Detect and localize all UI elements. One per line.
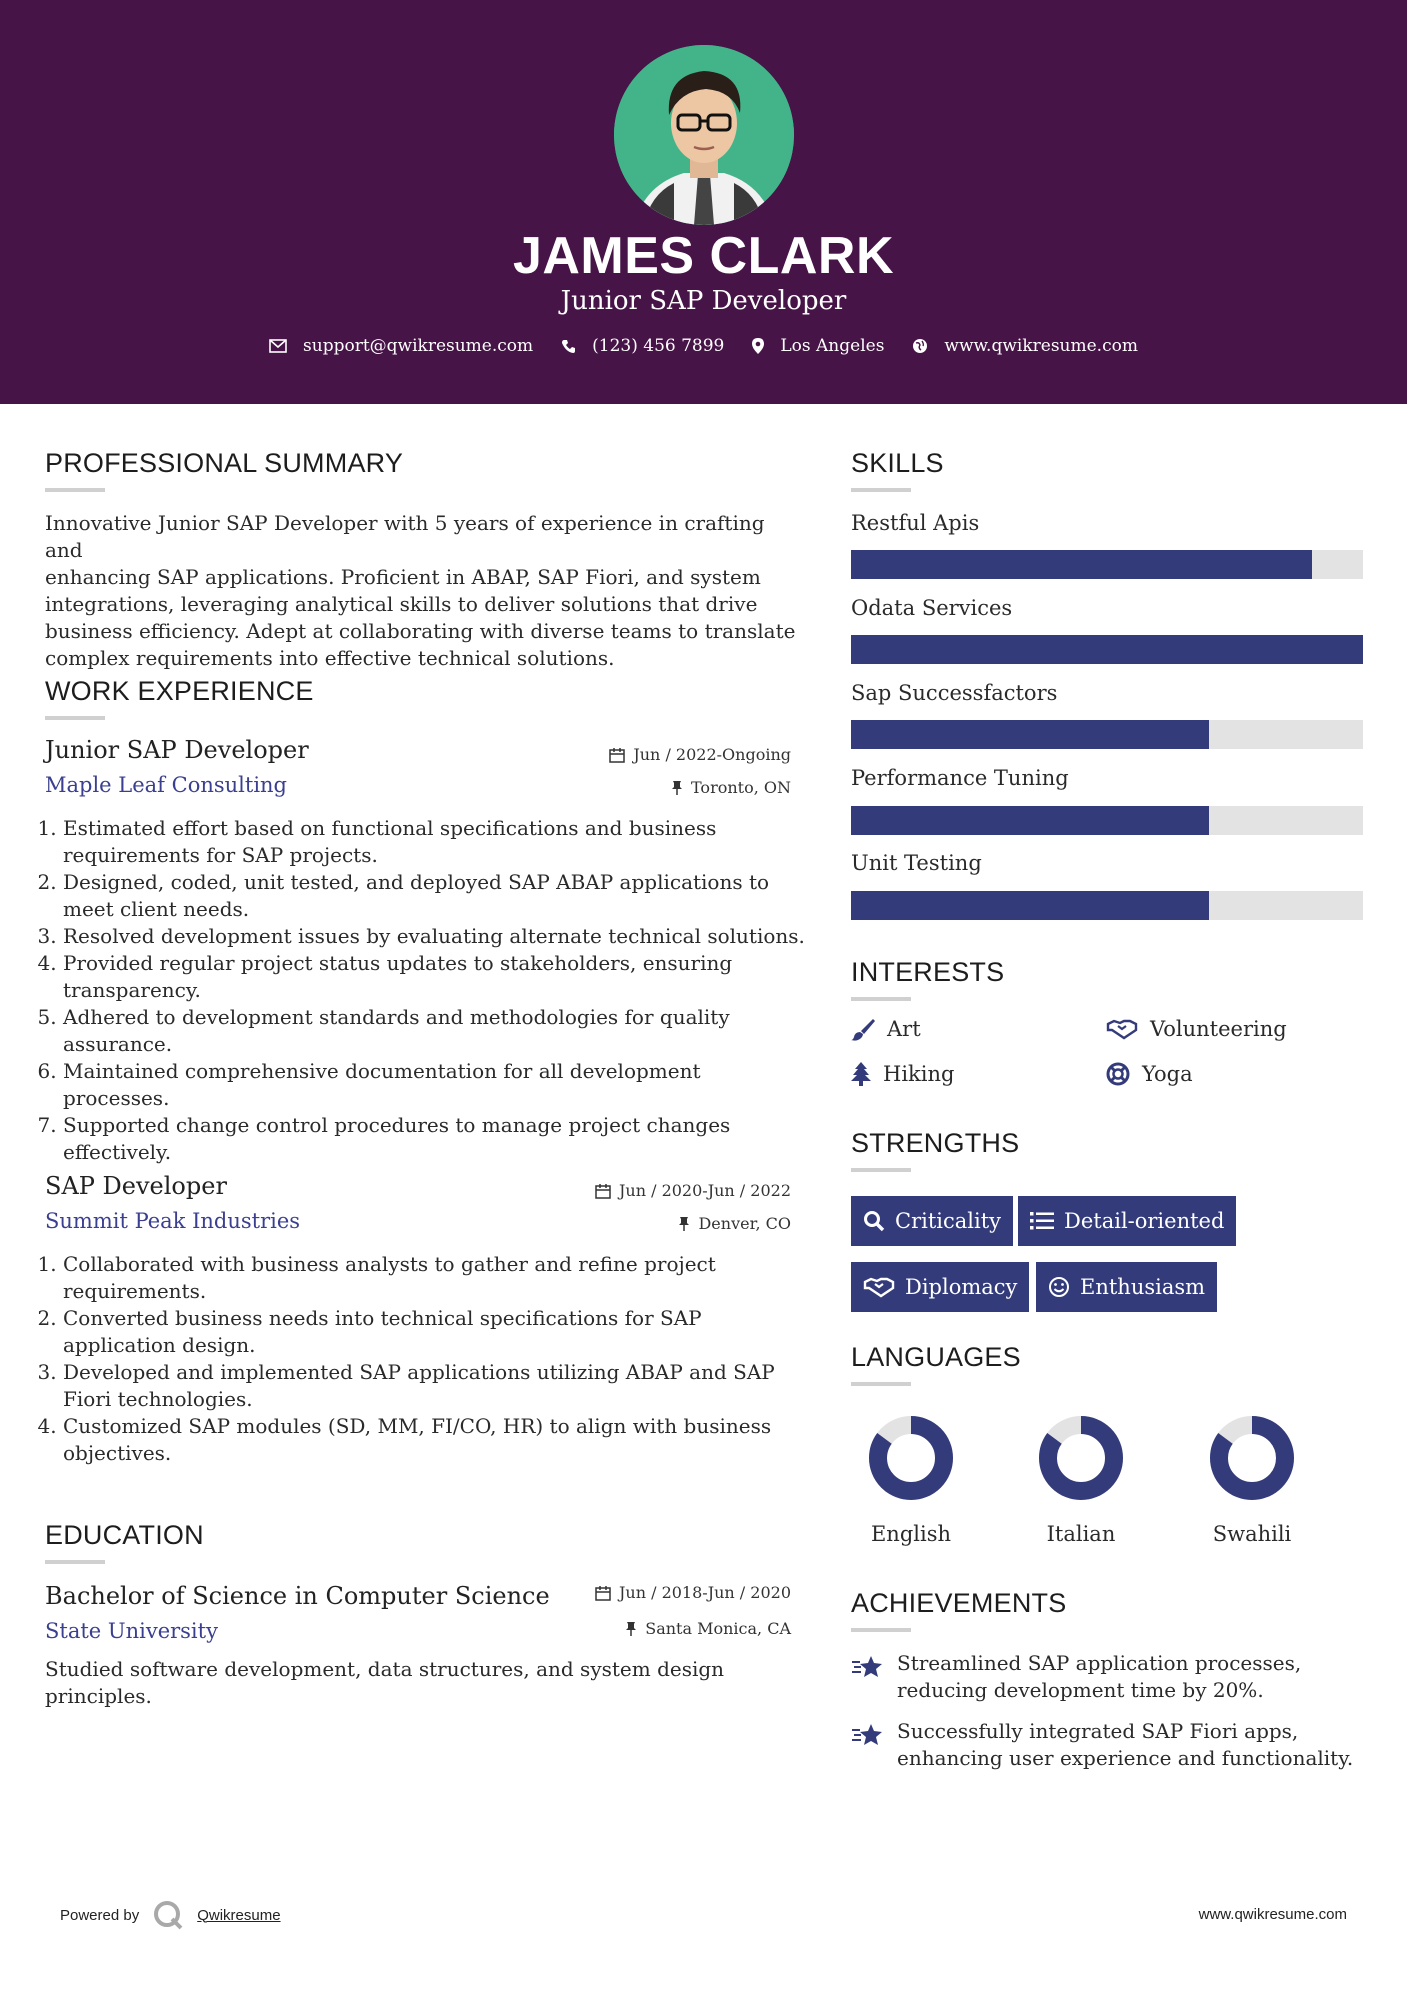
education-location xyxy=(500,1619,791,1638)
summary-heading: PROFESSIONAL SUMMARY xyxy=(45,448,404,478)
job-dates xyxy=(500,745,791,764)
achievement-line: reducing development time by 20%. xyxy=(897,1678,1264,1702)
achievement-item xyxy=(851,1718,1353,1772)
list-item: 4. Provided regular project status updates to stakeholders, ensuring transparency. xyxy=(63,950,805,1004)
tree-icon xyxy=(851,1062,871,1086)
job-location-text: Denver, CO xyxy=(698,1214,791,1233)
interest-label: Volunteering xyxy=(1150,1017,1287,1041)
job-dates-text: Jun / 2020-Jun / 2022 xyxy=(618,1181,791,1200)
interest-item xyxy=(1106,1062,1193,1086)
strength-label: Diplomacy xyxy=(905,1275,1018,1299)
skill-name: Unit Testing xyxy=(851,851,982,875)
achievement-line: Successfully integrated SAP Fiori apps, xyxy=(897,1719,1299,1743)
summary-line: business efficiency. Adept at collaborating with diverse teams to translate xyxy=(45,619,796,643)
strength-label: Enthusiasm xyxy=(1080,1275,1206,1299)
smile-icon xyxy=(1048,1276,1070,1298)
interest-item xyxy=(1106,1017,1287,1041)
strength-label: Criticality xyxy=(895,1209,1001,1233)
profile-photo xyxy=(614,45,794,225)
education-line: principles. xyxy=(45,1684,152,1708)
skill-bar xyxy=(851,720,1363,749)
education-description xyxy=(45,1656,805,1710)
shooting-star-icon xyxy=(851,1654,883,1680)
job-dates-text: Jun / 2022-Ongoing xyxy=(633,745,791,764)
language-donut xyxy=(1219,1425,1285,1491)
paintbrush-icon xyxy=(851,1017,875,1041)
skill-fill xyxy=(851,635,1363,664)
qwikresume-logo-icon xyxy=(153,1900,183,1930)
resume-header xyxy=(0,0,1407,404)
pushpin-icon xyxy=(678,1216,690,1232)
skills-heading: SKILLS xyxy=(851,448,944,478)
education-line: Studied software development, data structures, and system design xyxy=(45,1657,725,1681)
list-item: 5. Adhered to development standards and methodologies for quality assurance. xyxy=(63,1004,805,1058)
interest-label: Hiking xyxy=(883,1062,955,1086)
languages-divider xyxy=(851,1382,911,1386)
job-duties xyxy=(45,815,805,1166)
handshake-icon xyxy=(863,1276,895,1298)
contact-bar xyxy=(0,336,1407,356)
list-item: 3. Developed and implemented SAP applications utilizing ABAP and SAP Fiori technologies. xyxy=(63,1359,805,1413)
contact-phone[interactable] xyxy=(561,336,724,356)
skills-divider xyxy=(851,488,911,492)
job-location-text: Toronto, ON xyxy=(691,778,791,797)
strength-label: Detail-oriented xyxy=(1064,1209,1225,1233)
envelope-icon xyxy=(269,339,287,353)
list-item: 3. Resolved development issues by evaluating alternate technical solutions. xyxy=(63,923,805,950)
search-icon xyxy=(863,1210,885,1232)
degree-title: Bachelor of Science in Computer Science xyxy=(45,1582,550,1610)
achievement-item xyxy=(851,1650,1301,1704)
job-title: Junior SAP Developer xyxy=(45,736,309,764)
strength-chip xyxy=(851,1262,1029,1312)
language-label: English xyxy=(870,1522,952,1546)
job-title: SAP Developer xyxy=(45,1172,227,1200)
contact-email[interactable] xyxy=(269,336,533,356)
list-item: 2. Designed, coded, unit tested, and deployed SAP ABAP applications to meet client needs. xyxy=(63,869,805,923)
skill-fill xyxy=(851,891,1209,920)
education-divider xyxy=(45,1560,105,1564)
strength-chip xyxy=(1018,1196,1236,1246)
language-label: Italian xyxy=(1046,1522,1116,1546)
contact-location-text: Los Angeles xyxy=(780,336,885,356)
skill-name: Sap Successfactors xyxy=(851,681,1058,705)
map-marker-icon xyxy=(752,338,764,354)
list-item: 7. Supported change control procedures to manage project changes effectively. xyxy=(63,1112,805,1166)
experience-heading: WORK EXPERIENCE xyxy=(45,676,314,706)
job-location xyxy=(500,778,791,797)
achievement-line: enhancing user experience and functionality. xyxy=(897,1746,1354,1770)
skill-fill xyxy=(851,806,1209,835)
calendar-icon xyxy=(595,1585,611,1601)
handshake-icon xyxy=(1106,1018,1138,1040)
job-company: Maple Leaf Consulting xyxy=(45,773,288,797)
job-duties xyxy=(45,1251,805,1467)
contact-website-text: www.qwikresume.com xyxy=(944,336,1138,356)
contact-website[interactable] xyxy=(912,336,1138,356)
achievements-divider xyxy=(851,1628,911,1632)
interest-label: Art xyxy=(887,1017,921,1041)
list-item: 2. Converted business needs into technical specifications for SAP application design. xyxy=(63,1305,805,1359)
experience-divider xyxy=(45,716,105,720)
skill-fill xyxy=(851,720,1209,749)
language-donuts xyxy=(851,1410,1331,1510)
achievements-heading: ACHIEVEMENTS xyxy=(851,1588,1067,1618)
list-item: 4. Customized SAP modules (SD, MM, FI/CO, HR) to align with business objectives. xyxy=(63,1413,805,1467)
interests-heading: INTERESTS xyxy=(851,957,1005,987)
summary-line: complex requirements into effective technical solutions. xyxy=(45,646,615,670)
strength-chip xyxy=(1036,1262,1217,1312)
globe-icon xyxy=(912,338,928,354)
brand-link[interactable]: Qwikresume xyxy=(197,1906,281,1924)
calendar-icon xyxy=(609,747,625,763)
summary-divider xyxy=(45,488,105,492)
skill-name: Odata Services xyxy=(851,596,1013,620)
interests-divider xyxy=(851,997,911,1001)
candidate-role: Junior SAP Developer xyxy=(560,286,847,316)
skill-bar xyxy=(851,635,1363,664)
skill-name: Performance Tuning xyxy=(851,766,1069,790)
contact-location xyxy=(752,336,884,356)
language-label: Swahili xyxy=(1212,1522,1292,1546)
summary-text xyxy=(45,510,805,672)
job-location xyxy=(500,1214,791,1233)
skill-bar xyxy=(851,806,1363,835)
shooting-star-icon xyxy=(851,1722,883,1748)
contact-email-text: support@qwikresume.com xyxy=(303,336,534,356)
strengths-divider xyxy=(851,1168,911,1172)
interest-item xyxy=(851,1062,954,1086)
education-location-text: Santa Monica, CA xyxy=(645,1619,791,1638)
school-name: State University xyxy=(45,1619,218,1643)
strength-chip xyxy=(851,1196,1013,1246)
summary-line: integrations, leveraging analytical skills to deliver solutions that drive xyxy=(45,592,758,616)
education-dates xyxy=(500,1583,791,1602)
education-dates-text: Jun / 2018-Jun / 2020 xyxy=(618,1583,791,1602)
summary-line: Innovative Junior SAP Developer with 5 years of experience in crafting and xyxy=(45,511,765,562)
skill-name: Restful Apis xyxy=(851,511,980,535)
summary-line: enhancing SAP applications. Proficient in ABAP, SAP Fiori, and system xyxy=(45,565,761,589)
list-icon xyxy=(1030,1211,1054,1231)
skill-bar xyxy=(851,891,1363,920)
list-item: 1. Estimated effort based on functional specifications and business requirements for SAP projects. xyxy=(63,815,805,869)
interest-item xyxy=(851,1017,921,1041)
footer-branding xyxy=(60,1900,281,1930)
footer-website[interactable]: www.qwikresume.com xyxy=(1198,1906,1347,1923)
interest-label: Yoga xyxy=(1142,1062,1193,1086)
pushpin-icon xyxy=(625,1621,637,1637)
powered-by-text: Powered by xyxy=(60,1906,140,1924)
achievement-line: Streamlined SAP application processes, xyxy=(897,1651,1302,1675)
job-dates xyxy=(500,1181,791,1200)
list-item: 6. Maintained comprehensive documentation for all development processes. xyxy=(63,1058,805,1112)
list-item: 1. Collaborated with business analysts to gather and refine project requirements. xyxy=(63,1251,805,1305)
skill-bar xyxy=(851,550,1363,579)
job-company: Summit Peak Industries xyxy=(45,1209,301,1233)
languages-heading: LANGUAGES xyxy=(851,1342,1021,1372)
lifebuoy-icon xyxy=(1106,1062,1130,1086)
candidate-name: JAMES CLARK xyxy=(512,227,895,285)
language-donut xyxy=(878,1425,944,1491)
calendar-icon xyxy=(595,1183,611,1199)
contact-phone-text: (123) 456 7899 xyxy=(592,336,725,356)
phone-icon xyxy=(561,339,576,354)
language-donut xyxy=(1048,1425,1114,1491)
skill-fill xyxy=(851,550,1312,579)
strengths-heading: STRENGTHS xyxy=(851,1128,1020,1158)
pushpin-icon xyxy=(671,780,683,796)
education-heading: EDUCATION xyxy=(45,1520,204,1550)
